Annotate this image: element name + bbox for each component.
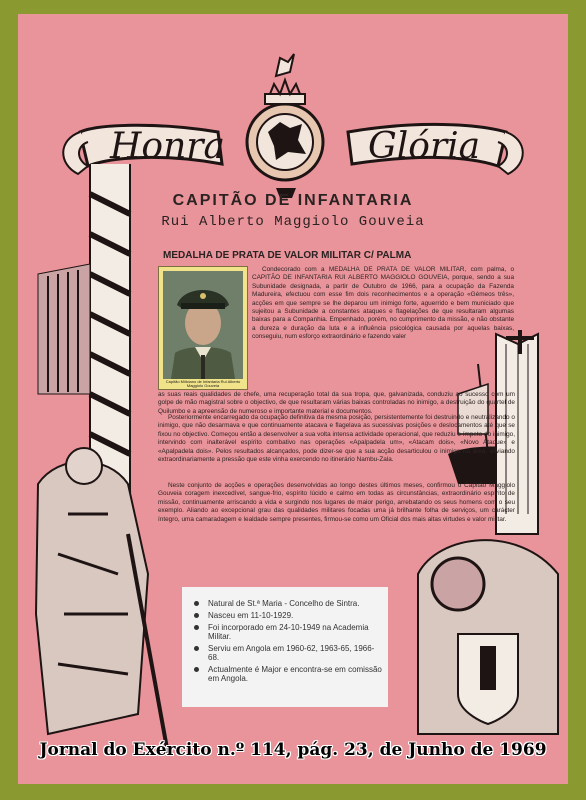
citation-paragraph-1: Condecorado com a MEDALHA DE PRATA DE VALOR MILITAR, com palma, o CAPITÃO DE INFANTARIA RUI ALBERTO MAGGIOLO GOUVEIA, porque, sendo a sua Subunidade designada, a partir de Outubro de 1966, para a ocupação da Fazenda Madureira, efectuou com esse fim dois reconhecimentos e a operação «Gémeos três», acções em que sempre se lhe deparou um inimigo forte, aguerrido e bem municiado que sujeitou a Subunidade a constantes ataques e flagelações de que resultaram algumas baixas para a Companhia. Empenhado, porém, no cumprimento da missão, e não obstante a dureza e duração da luta e a influência psicológica causada por aquelas baixas, conseguiu, num esforço extraordinário e fazendo valer (252, 266, 514, 341)
rank-title: CAPITÃO DE INFANTARIA (172, 192, 414, 209)
bullet-icon (194, 667, 199, 672)
portrait-image (163, 271, 243, 379)
list-item: Foi incorporado em 24-10-1949 na Academia Militar. (190, 623, 382, 641)
crest-emblem (247, 54, 323, 198)
banner-right-word: Glória (368, 126, 481, 167)
list-item: Natural de St.ª Maria - Concelho de Sintra. (190, 599, 382, 608)
medal-title: MEDALHA DE PRATA DE VALOR MILITAR C/ PALMA (163, 250, 412, 261)
banner-left-word: Honra (110, 126, 225, 167)
officer-photo (158, 266, 248, 390)
citation-paragraph-2: as suas reais qualidades de chefe, uma recuperação total da sua tropa, que, galvanizada, conduziu ao sucesso com um golpe de mão magistral sobre o objectivo, de que resultaram várias baixas controladas no inimigo, a destruição do quartel de Quilumbo e a apreensão de numeroso e importante material e documentos. (158, 391, 515, 415)
citation-paragraph-3: Posteriormente encarregado da ocupação definitiva da mesma posição, persistentemente foi destruindo e neutralizando o inimigo, que não desarmava e que continuamente atacava e flagelava as sucessivas posições e deslocamentos até que se fixou no objectivo. Começou então a desenvolver a sua volta intensa actividade operacional, que reduziu o ímpeto do inimigo, intervindo com inalterável espírito combativo nas operações «Apalpadela um», «Atacam dois», «Novo Ataque» e «Apalpadela dois». Pelos resultados alcançados, pode dizer-se que a sua acção desarticulou o inimigo na área, aliviando extraordinariamente a pressão que este vinha exercendo no itinerário Nambu-Zala. (158, 414, 515, 464)
photo-caption: Capitão Miliciano de Infantaria Rui Alberto Maggiolo Gouveia (165, 379, 241, 388)
list-item: Serviu em Angola em 1960-62, 1963-65, 1966-68. (190, 644, 382, 662)
list-item: Actualmente é Major e encontra-se em comissão em Angola. (190, 665, 382, 683)
list-item: Nasceu em 11-10-1929. (190, 611, 382, 620)
biography-list (182, 587, 388, 683)
source-caption: Jornal do Exército n.º 114, pág. 23, de Junho de 1969 (39, 740, 547, 760)
bullet-icon (194, 646, 199, 651)
magazine-page (18, 14, 568, 784)
knight-figure (36, 448, 168, 754)
bullet-icon (194, 625, 199, 630)
officer-name: Rui Alberto Maggiolo Gouveia (161, 214, 425, 230)
lion-shield-illustration (418, 540, 558, 734)
bullet-icon (194, 613, 199, 618)
biography-box (182, 587, 388, 707)
citation-paragraph-4: Neste conjunto de acções e operações desenvolvidas ao longo destes últimos meses, confirmou o Capitão Maggiolo Gouveia coragem inexcedível, sangue-frio, espírito lúcido e calmo em todas as circunstâncias, extraordinário espírito de missão, continuamente arriscando a vida e surgindo nos lugares de maior perigo, arrebatando os seus homens com o seu exemplo. Aliando ao excepcional grau das qualidades militares focadas uma já brilhante folha de serviços, um carácter íntegro, uma camaradagem e lealdade sempre presentes, firmou-se como um Oficial dos mais altas virtudes e valor militar. (158, 482, 515, 523)
bullet-icon (194, 601, 199, 606)
